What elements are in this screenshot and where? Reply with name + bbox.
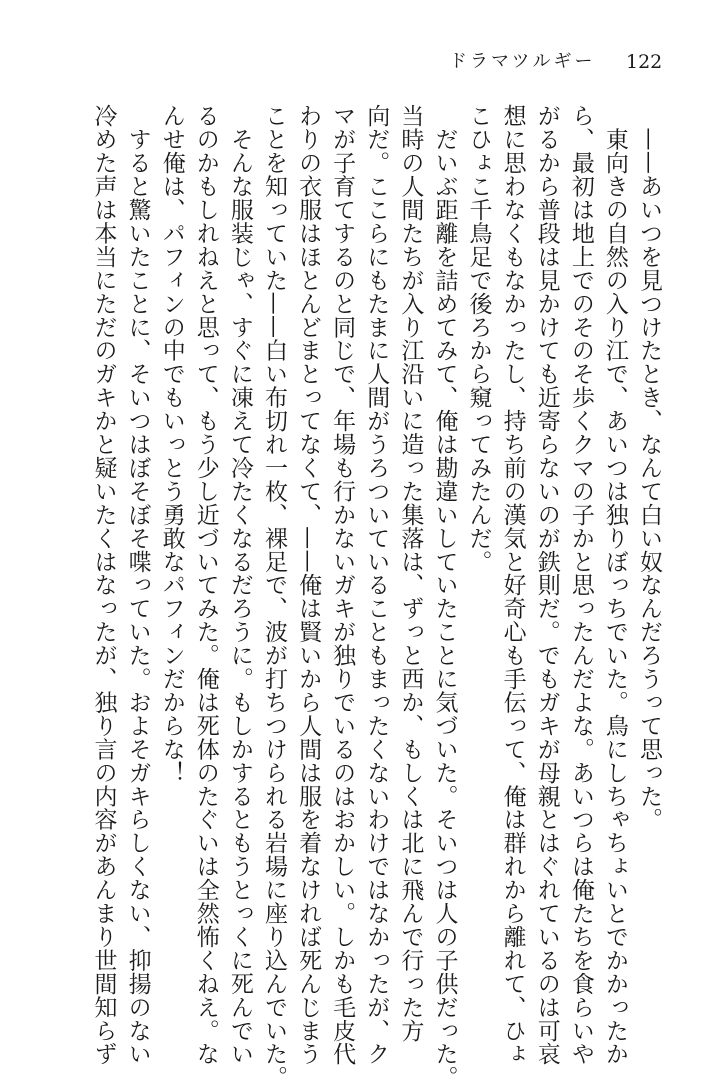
page-number: 122 (626, 51, 663, 73)
text-line: んせ俺は、パフィンの中でもいっとう勇敢なパフィンだからな！ (158, 104, 185, 785)
text-line: そんな服装じゃ、すぐに凍えて冷たくなるだろうに。もしかするともうとっくに死んでい (226, 104, 253, 1066)
text-line: ——あいつを見つけたとき、なんて白い奴なんだろうって思った。 (636, 104, 662, 831)
text-line: 冷めた声は本当にただのガキかと疑いたくはなったが、独り言の内容があんまり世間知らず (90, 104, 117, 1066)
text-line: すると驚いたことに、そいつはぼそぼそ喋っていた。およそガキらしくない、抑揚のない (124, 104, 151, 1066)
text-line: ら、最初は地上でのそのそ歩くクマの子かと思ったんだよな。あいつらは俺たちを食らいや (567, 104, 594, 1066)
text-line: 東向きの自然の入り江で、あいつは独りぼっちでいた。鳥にしちゃちょいとでかかったか (601, 104, 628, 1066)
running-title: ドラマツルギー (449, 51, 596, 72)
body-text (90, 104, 666, 1089)
text-line: だいぶ距離を詰めてみて、俺は勘違いしていたことに気づいた。そいつは人の子供だった。 (431, 104, 458, 1089)
text-line: 当時の人間たちが入り江沿いに造った集落は、ずっと西か、もしくは北に飛んで行った方 (397, 104, 424, 1042)
text-line: 向だ。ここらにもたまに人間がうろついていることもまったくないわけではなかったが、ク (363, 104, 390, 1066)
text-line: がるから普段は見かけても近寄らないのが鉄則だ。でもガキが母親とはぐれているのは可哀 (533, 104, 560, 1066)
text-line: マが子育てするのと同じで、年場も行かないガキが独りでいるのはおかしい。しかも毛皮代 (329, 104, 356, 1066)
text-line: 想に思わなくもなかったし、持ち前の漢気と好奇心も手伝って、俺は群れから離れて、ひょ (499, 104, 526, 1066)
text-line: ことを知っていた——白い布切れ一枚、裸足で、波が打ちつけられる岩場に座り込んでいた。 (260, 104, 287, 1089)
text-line: わりの衣服はほとんどまとってなくて、——俺は賢いから人間は服を着なければ死んじまう (295, 104, 322, 1066)
text-line: るのかもしれねえと思って、もう少し近づいてみた。俺は死体のたぐいは全然怖くねえ。な (192, 104, 219, 1066)
text-line: こひょこ千鳥足で後ろから窺ってみたんだ。 (465, 104, 492, 573)
